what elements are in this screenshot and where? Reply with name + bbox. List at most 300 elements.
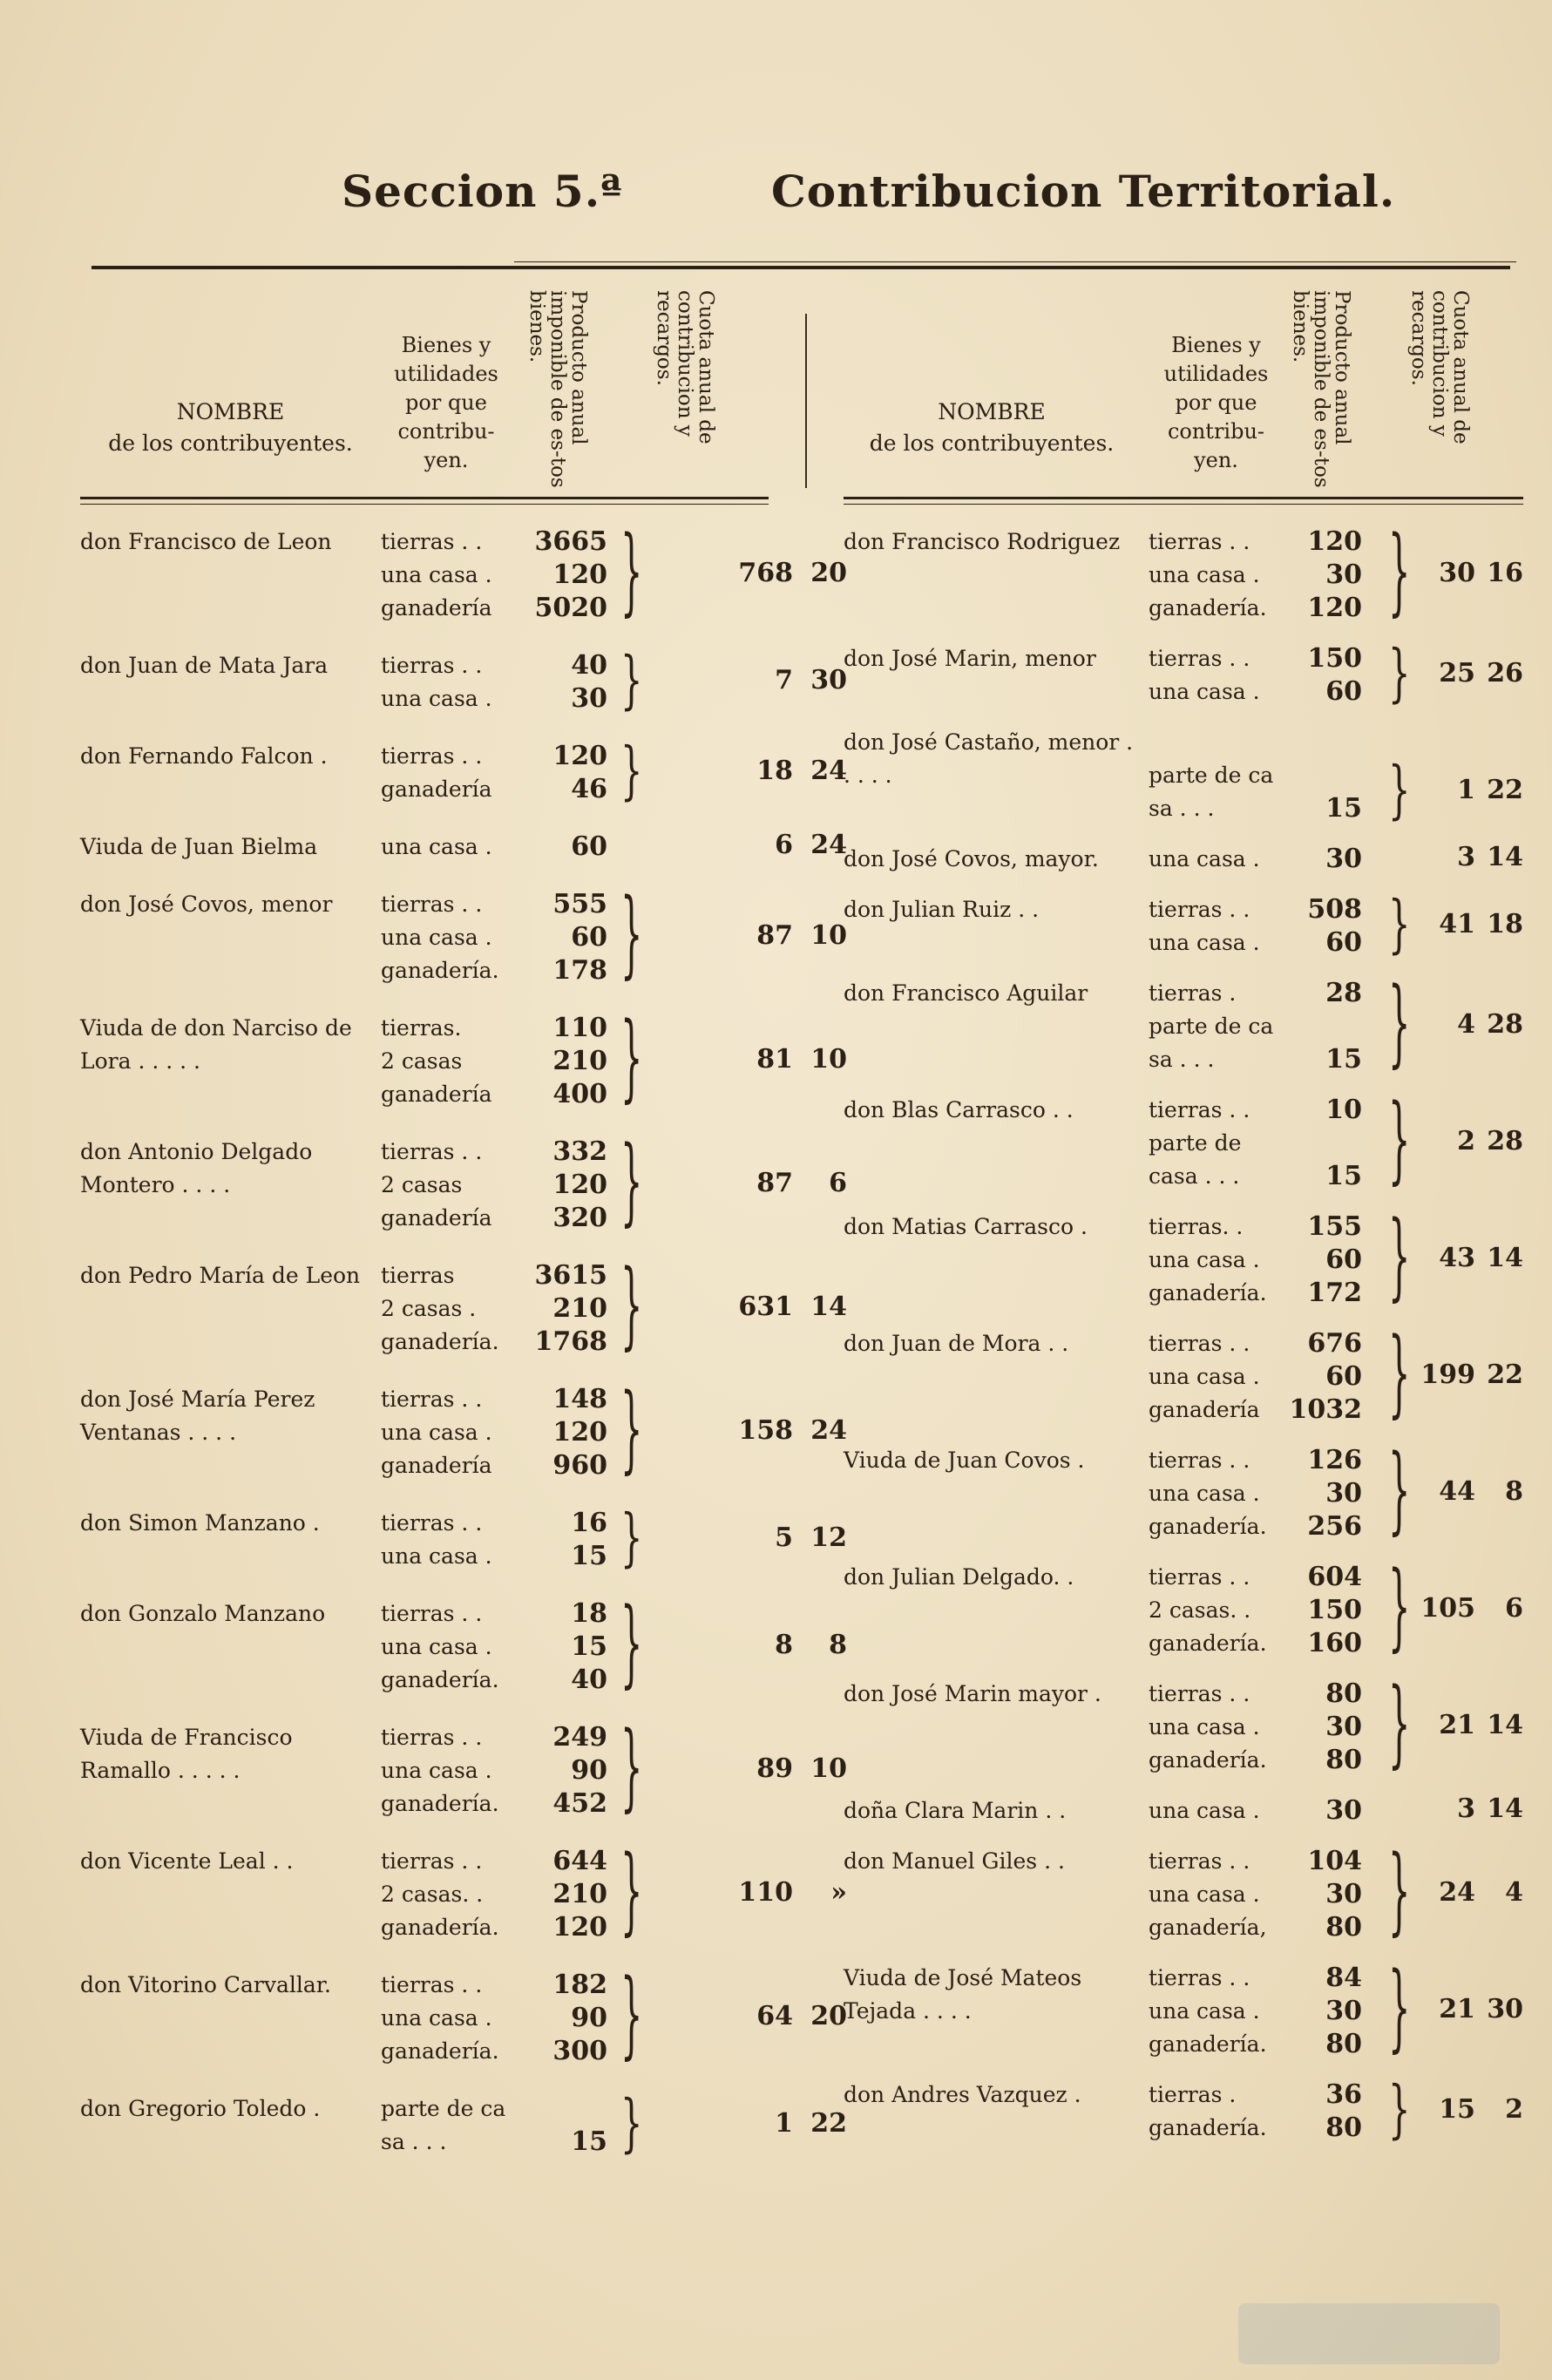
cuota-maravedis: 4 bbox=[1505, 1877, 1523, 1908]
cuota-reales: 3 bbox=[1457, 842, 1475, 872]
cuota-reales: 3 bbox=[1457, 1793, 1475, 1824]
property-list bbox=[1149, 1561, 1284, 1660]
property-list bbox=[381, 1136, 512, 1235]
property-item: ganadería. bbox=[1149, 1747, 1267, 1773]
table-row bbox=[80, 880, 847, 990]
product-value: 452 bbox=[552, 1788, 607, 1819]
cuota-reales: 110 bbox=[738, 1877, 793, 1908]
header-bienes-line-1: Bienes y bbox=[1171, 333, 1261, 357]
table-row bbox=[80, 1590, 847, 1699]
cuota-value bbox=[638, 1044, 847, 1075]
contributor-name: don Andres Vazquez . bbox=[844, 2082, 1081, 2107]
product-value: 15 bbox=[1325, 793, 1362, 824]
property-item: tierras . . bbox=[1149, 529, 1250, 554]
product-value: 80 bbox=[1325, 1912, 1362, 1943]
column-left bbox=[80, 283, 847, 2375]
contributor-name: don Antonio Delgado Montero . . . . bbox=[80, 1139, 313, 1197]
header-underline bbox=[80, 497, 769, 505]
product-value: 155 bbox=[1307, 1211, 1362, 1242]
product-value: 120 bbox=[552, 559, 607, 590]
product-value bbox=[512, 2092, 607, 2126]
cuota-reales: 89 bbox=[756, 1753, 793, 1784]
cuota-maravedis: 8 bbox=[1505, 1476, 1523, 1507]
brace-icon: } bbox=[1388, 1670, 1411, 1780]
cuota-maravedis: 20 bbox=[810, 2001, 847, 2031]
header-bienes-line-4: contribu- bbox=[397, 419, 495, 444]
property-item: tierras . . bbox=[1149, 1848, 1250, 1874]
product-value: 30 bbox=[571, 683, 607, 714]
cuota-reales: 21 bbox=[1439, 1710, 1475, 1740]
product-values bbox=[1284, 1210, 1362, 1310]
library-stamp bbox=[1238, 2303, 1500, 2364]
header-nombre bbox=[80, 397, 381, 459]
product-value: 3615 bbox=[534, 1260, 607, 1291]
brace-icon: } bbox=[620, 1502, 643, 1575]
cuota-maravedis: 6 bbox=[1505, 1593, 1523, 1624]
contributor-name: don José Covos, mayor. bbox=[844, 846, 1099, 871]
cuota-value bbox=[1406, 775, 1523, 805]
product-value: 40 bbox=[571, 1665, 607, 1695]
contributor-name: Viuda de Juan Covos . bbox=[844, 1448, 1085, 1473]
property-item: ganadería. bbox=[381, 1667, 499, 1692]
cuota-value bbox=[1406, 1710, 1523, 1740]
product-value: 30 bbox=[1325, 1996, 1362, 2026]
brace-icon: } bbox=[620, 1590, 643, 1699]
property-item: 2 casas. . bbox=[381, 1882, 484, 1907]
product-value: 30 bbox=[1325, 844, 1362, 874]
product-value: 46 bbox=[571, 774, 607, 804]
product-value: 30 bbox=[1325, 1879, 1362, 1909]
table-row bbox=[80, 735, 847, 808]
product-value: 210 bbox=[552, 1046, 607, 1076]
cuota-maravedis: 18 bbox=[1487, 909, 1523, 939]
cuota-maravedis: 14 bbox=[810, 1292, 847, 1322]
property-item: ganadería. bbox=[1149, 1514, 1267, 1539]
property-list bbox=[381, 2092, 512, 2159]
contributor-name: don Francisco Aguilar bbox=[844, 980, 1088, 1006]
property-list bbox=[381, 1507, 512, 1573]
product-value: 3665 bbox=[534, 526, 607, 557]
column-divider bbox=[805, 314, 807, 488]
property-list bbox=[1149, 1678, 1284, 1777]
property-item: tierras . . bbox=[381, 743, 483, 769]
product-value: 90 bbox=[571, 2003, 607, 2033]
property-list bbox=[1149, 1794, 1284, 1827]
header-nombre bbox=[844, 397, 1140, 459]
product-values bbox=[1284, 642, 1362, 709]
product-value: 16 bbox=[571, 1508, 607, 1538]
contributor-name: doña Clara Marin . . bbox=[844, 1798, 1067, 1823]
cuota-maravedis: 8 bbox=[829, 1630, 847, 1660]
property-item: una casa . bbox=[381, 834, 492, 859]
brace-icon: } bbox=[620, 1251, 643, 1361]
cuota-value bbox=[1406, 558, 1523, 588]
product-values bbox=[512, 1383, 607, 1482]
property-list bbox=[1149, 1444, 1284, 1543]
table-row bbox=[844, 1670, 1523, 1780]
table-row bbox=[80, 830, 847, 864]
property-item: 2 casas . bbox=[381, 1296, 477, 1321]
cuota-value bbox=[638, 1522, 847, 1553]
property-item: ganadería bbox=[381, 595, 492, 620]
property-item: una casa . bbox=[1149, 1714, 1260, 1739]
cuota-value bbox=[638, 830, 847, 860]
header-nombre-line-1: NOMBRE bbox=[938, 399, 1046, 424]
cuota-reales: 18 bbox=[756, 756, 793, 786]
cuota-reales: 87 bbox=[756, 920, 793, 951]
product-values bbox=[1284, 525, 1362, 625]
product-value: 60 bbox=[1325, 1361, 1362, 1392]
product-value: 120 bbox=[1307, 526, 1362, 557]
contributor-name: Viuda de Francisco Ramallo . . . . . bbox=[80, 1725, 293, 1783]
contributor-name: don Juan de Mata Jara bbox=[80, 653, 329, 678]
header-cuota: Cuota anual de contribucion y recargos. bbox=[1407, 290, 1472, 444]
table-row bbox=[80, 1004, 847, 1114]
cuota-maravedis: 2 bbox=[1505, 2094, 1523, 2125]
property-item: tierras . . bbox=[1149, 1448, 1250, 1473]
cuota-value bbox=[1406, 909, 1523, 939]
property-item: ganadería. bbox=[1149, 595, 1267, 620]
brace-icon: } bbox=[620, 1961, 643, 2071]
property-list bbox=[381, 888, 512, 987]
property-list bbox=[1149, 642, 1284, 709]
brace-icon: } bbox=[620, 880, 643, 990]
product-value: 80 bbox=[1325, 1678, 1362, 1709]
cuota-reales: 7 bbox=[775, 665, 793, 695]
property-item: tierras . . bbox=[381, 1139, 483, 1164]
cuota-value bbox=[638, 1415, 847, 1446]
cuota-reales: 41 bbox=[1439, 909, 1475, 939]
contributor-name: don Juan de Mora . . bbox=[844, 1331, 1069, 1356]
brace-icon: } bbox=[1388, 637, 1411, 710]
contributor-name: Viuda de Juan Bielma bbox=[80, 834, 318, 859]
product-values bbox=[1284, 1444, 1362, 1543]
product-value: 676 bbox=[1307, 1328, 1362, 1359]
property-item: tierras . . bbox=[381, 1387, 483, 1412]
product-values bbox=[1284, 977, 1362, 1076]
property-item: tierras . . bbox=[1149, 1681, 1250, 1706]
header-nombre-line-1: NOMBRE bbox=[176, 399, 285, 424]
cuota-reales: 6 bbox=[775, 830, 793, 860]
contributor-name: don Vitorino Carvallar. bbox=[80, 1972, 331, 1997]
property-item: tierras . . bbox=[381, 1848, 483, 1874]
brace-icon: } bbox=[620, 1004, 643, 1114]
contributor-name: don Simon Manzano . bbox=[80, 1510, 320, 1536]
cuota-reales: 1 bbox=[1457, 775, 1475, 805]
property-item: ganadería. bbox=[381, 1791, 499, 1816]
product-values bbox=[512, 1507, 607, 1573]
cuota-reales: 8 bbox=[775, 1630, 793, 1660]
property-item: tierras . . bbox=[381, 529, 483, 554]
product-value bbox=[1284, 1127, 1362, 1160]
product-value: 40 bbox=[571, 650, 607, 681]
product-value: 148 bbox=[552, 1384, 607, 1414]
product-value: 15 bbox=[1325, 1161, 1362, 1191]
table-row bbox=[80, 1961, 847, 2071]
property-item: una casa . bbox=[381, 1634, 492, 1659]
product-value: 120 bbox=[1307, 593, 1362, 623]
product-values bbox=[512, 1721, 607, 1821]
contributor-name: don Gonzalo Manzano bbox=[80, 1601, 326, 1626]
contributor-name: don José Marin mayor . bbox=[844, 1681, 1101, 1706]
property-item: una casa . bbox=[1149, 1798, 1260, 1823]
product-value: 160 bbox=[1307, 1628, 1362, 1658]
cuota-maravedis: 14 bbox=[1487, 1710, 1523, 1740]
product-values bbox=[512, 649, 607, 715]
product-values bbox=[1284, 1094, 1362, 1193]
property-list bbox=[1149, 977, 1284, 1076]
header-underline bbox=[844, 497, 1523, 505]
product-value: 178 bbox=[552, 955, 607, 986]
product-value: 28 bbox=[1325, 978, 1362, 1008]
header-cuota: Cuota anual de contribucion y recargos. bbox=[653, 290, 717, 444]
table-row bbox=[844, 969, 1523, 1079]
product-value: 30 bbox=[1325, 1712, 1362, 1742]
cuota-maravedis: 6 bbox=[829, 1168, 847, 1198]
cuota-reales: 4 bbox=[1457, 1009, 1475, 1040]
property-item: ganadería. bbox=[381, 1329, 499, 1354]
cuota-value bbox=[1406, 1877, 1523, 1908]
product-values bbox=[512, 1012, 607, 1111]
brace-icon: } bbox=[620, 1128, 643, 1237]
cuota-reales: 24 bbox=[1439, 1877, 1475, 1908]
property-item: una casa . bbox=[1149, 846, 1260, 871]
property-item: ganadería, bbox=[1149, 1915, 1267, 1940]
property-list bbox=[1149, 1962, 1284, 2061]
header-bienes bbox=[381, 331, 512, 475]
property-item: ganadería bbox=[381, 1082, 492, 1107]
product-value: 30 bbox=[1325, 559, 1362, 590]
product-values bbox=[1284, 1678, 1362, 1777]
property-item: tierras. bbox=[381, 1015, 462, 1041]
cuota-maravedis: 16 bbox=[1487, 558, 1523, 588]
product-value: 60 bbox=[571, 922, 607, 953]
property-item: una casa . bbox=[1149, 679, 1260, 704]
property-item: tierras . . bbox=[381, 653, 483, 678]
property-item: ganadería bbox=[381, 1205, 492, 1231]
brace-icon: } bbox=[620, 735, 643, 808]
property-item: sa . . . bbox=[1149, 1047, 1215, 1072]
cuota-value bbox=[1406, 1476, 1523, 1507]
product-values bbox=[512, 1969, 607, 2068]
property-list bbox=[381, 1259, 512, 1359]
header-bienes-line-5: yen. bbox=[424, 448, 469, 472]
table-row bbox=[80, 1128, 847, 1237]
header-bienes-line-3: por que bbox=[405, 390, 487, 415]
property-item: tierras . . bbox=[381, 1725, 483, 1750]
property-list bbox=[1149, 1210, 1284, 1310]
header-bienes-line-2: utilidades bbox=[394, 362, 498, 386]
property-list bbox=[1149, 1094, 1284, 1193]
property-list bbox=[381, 1721, 512, 1821]
property-list bbox=[381, 525, 512, 625]
contributor-name: don Gregorio Toledo . bbox=[80, 2096, 321, 2121]
product-value: 332 bbox=[552, 1136, 607, 1167]
product-value: 256 bbox=[1307, 1511, 1362, 1542]
property-item: una casa . bbox=[1149, 1247, 1260, 1272]
contributor-name: don Francisco Rodriguez bbox=[844, 529, 1121, 554]
property-item: ganadería. bbox=[381, 1915, 499, 1940]
product-value: 30 bbox=[1325, 1795, 1362, 1826]
product-values bbox=[512, 1845, 607, 1944]
brace-icon: } bbox=[1388, 1837, 1411, 1947]
property-item: tierras . . bbox=[1149, 897, 1250, 922]
header-bienes-line-5: yen. bbox=[1194, 448, 1238, 472]
product-value: 604 bbox=[1307, 1562, 1362, 1592]
product-values bbox=[1284, 1962, 1362, 2061]
table-row bbox=[844, 1794, 1523, 1827]
product-value: 555 bbox=[552, 889, 607, 919]
property-list bbox=[1149, 525, 1284, 625]
product-value: 120 bbox=[552, 1170, 607, 1200]
property-list bbox=[1149, 843, 1284, 876]
brace-icon: } bbox=[620, 1837, 643, 1947]
cuota-value bbox=[1406, 1126, 1523, 1156]
cuota-value bbox=[638, 665, 847, 695]
brace-icon: } bbox=[1388, 1086, 1411, 1196]
property-item: tierras. . bbox=[1149, 1214, 1244, 1239]
product-values bbox=[512, 1259, 607, 1359]
property-item: una casa . bbox=[1149, 562, 1260, 587]
product-values bbox=[512, 831, 607, 864]
cuota-maravedis: 28 bbox=[1487, 1126, 1523, 1156]
property-item: tierras . . bbox=[381, 892, 483, 917]
brace-icon: } bbox=[1388, 1319, 1411, 1429]
table-row bbox=[80, 1502, 847, 1575]
property-item: ganadería. bbox=[1149, 1280, 1267, 1305]
product-value: 644 bbox=[552, 1846, 607, 1876]
product-value: 508 bbox=[1307, 894, 1362, 925]
product-values bbox=[512, 525, 607, 625]
property-item: una casa . bbox=[381, 1758, 492, 1783]
product-value: 80 bbox=[1325, 1745, 1362, 1775]
cuota-reales: 631 bbox=[738, 1292, 793, 1322]
brace-icon: } bbox=[620, 2087, 643, 2160]
product-value: 249 bbox=[552, 1722, 607, 1753]
property-item: tierras bbox=[381, 1263, 455, 1288]
product-value: 15 bbox=[571, 1631, 607, 1662]
cuota-reales: 2 bbox=[1457, 1126, 1475, 1156]
product-value: 300 bbox=[552, 2036, 607, 2066]
product-value: 60 bbox=[571, 831, 607, 862]
property-list bbox=[381, 1597, 512, 1697]
contributor-name: don Julian Delgado. . bbox=[844, 1564, 1074, 1590]
property-item: ganadería bbox=[381, 776, 492, 802]
product-value: 126 bbox=[1307, 1445, 1362, 1475]
property-item: una casa . bbox=[381, 1420, 492, 1445]
cuota-value bbox=[638, 756, 847, 786]
brace-icon: } bbox=[1388, 1553, 1411, 1663]
property-item: ganadería bbox=[381, 1453, 492, 1478]
property-item: una casa . bbox=[1149, 1882, 1260, 1907]
header-bienes-line-1: Bienes y bbox=[401, 333, 491, 357]
property-item: una casa . bbox=[381, 686, 492, 711]
cuota-maravedis: 22 bbox=[810, 2108, 847, 2139]
property-item: parte de ca bbox=[381, 2096, 506, 2121]
brace-icon: } bbox=[620, 1713, 643, 1823]
product-value: 80 bbox=[1325, 2029, 1362, 2059]
cuota-value bbox=[1406, 842, 1523, 872]
property-item: tierras . . bbox=[1149, 1564, 1250, 1590]
cuota-reales: 1 bbox=[775, 2108, 793, 2139]
contributor-name: don José María Perez Ventanas . . . . bbox=[80, 1387, 315, 1445]
property-item: una casa . bbox=[1149, 930, 1260, 955]
product-value bbox=[1284, 1010, 1362, 1043]
cuota-value bbox=[638, 1292, 847, 1322]
property-item: tierras . . bbox=[381, 1510, 483, 1536]
property-list bbox=[1149, 1327, 1284, 1427]
table-row bbox=[80, 1251, 847, 1361]
product-value: 84 bbox=[1325, 1963, 1362, 1993]
cuota-maravedis: 20 bbox=[810, 558, 847, 588]
header-producto: Producto anual imponible de es-tos bienes. bbox=[1289, 290, 1353, 488]
cuota-maravedis: 12 bbox=[810, 1522, 847, 1553]
table-row bbox=[80, 1713, 847, 1823]
property-item: una casa . bbox=[1149, 1998, 1260, 2024]
brace-icon: } bbox=[1388, 1954, 1411, 2064]
cuota-reales: 5 bbox=[775, 1522, 793, 1553]
cuota-maravedis: 24 bbox=[810, 1415, 847, 1446]
property-item: una casa . bbox=[381, 925, 492, 950]
table-row bbox=[844, 1319, 1523, 1429]
cuota-value bbox=[638, 1877, 847, 1908]
cuota-value bbox=[1406, 1593, 1523, 1624]
table-row bbox=[844, 1837, 1523, 1947]
property-item: casa . . . bbox=[1149, 1163, 1240, 1189]
property-item: parte de bbox=[1149, 1130, 1242, 1156]
product-value: 5020 bbox=[534, 593, 607, 623]
contributor-name: don Blas Carrasco . . bbox=[844, 1097, 1074, 1122]
property-item: sa . . . bbox=[381, 2129, 447, 2154]
product-value: 30 bbox=[1325, 1478, 1362, 1509]
table-row bbox=[844, 726, 1523, 825]
cuota-maravedis: » bbox=[830, 1877, 847, 1908]
brace-icon: } bbox=[1388, 518, 1411, 627]
cuota-value bbox=[638, 558, 847, 588]
property-item: tierras . . bbox=[1149, 1965, 1250, 1990]
cuota-value bbox=[638, 1630, 847, 1660]
contributor-name: don Francisco de Leon bbox=[80, 529, 332, 554]
product-values bbox=[1284, 2078, 1362, 2145]
cuota-reales: 64 bbox=[756, 2001, 793, 2031]
cuota-value bbox=[1406, 658, 1523, 688]
product-values bbox=[512, 740, 607, 806]
cuota-value bbox=[638, 2001, 847, 2031]
contributor-name: don Julian Ruiz . . bbox=[844, 897, 1040, 922]
top-rule-thin bbox=[514, 261, 1516, 262]
cuota-maravedis: 24 bbox=[810, 830, 847, 860]
product-value: 15 bbox=[571, 1541, 607, 1571]
property-list bbox=[381, 1845, 512, 1944]
cuota-reales: 44 bbox=[1439, 1476, 1475, 1507]
property-item: una casa . bbox=[381, 1543, 492, 1569]
cuota-value bbox=[638, 1753, 847, 1784]
property-list bbox=[1149, 893, 1284, 959]
cuota-value bbox=[638, 920, 847, 951]
table-row bbox=[80, 518, 847, 627]
cuota-maravedis: 10 bbox=[810, 1753, 847, 1784]
property-list bbox=[381, 1969, 512, 2068]
product-values bbox=[512, 1597, 607, 1697]
product-value bbox=[1284, 759, 1362, 792]
property-item: 2 casas bbox=[381, 1172, 463, 1197]
table-row bbox=[844, 888, 1523, 961]
property-item: ganadería. bbox=[381, 2038, 499, 2064]
table-row bbox=[844, 1086, 1523, 1196]
column-right bbox=[844, 283, 1523, 2375]
cuota-maravedis: 22 bbox=[1487, 1360, 1523, 1390]
table-row bbox=[844, 1954, 1523, 2064]
